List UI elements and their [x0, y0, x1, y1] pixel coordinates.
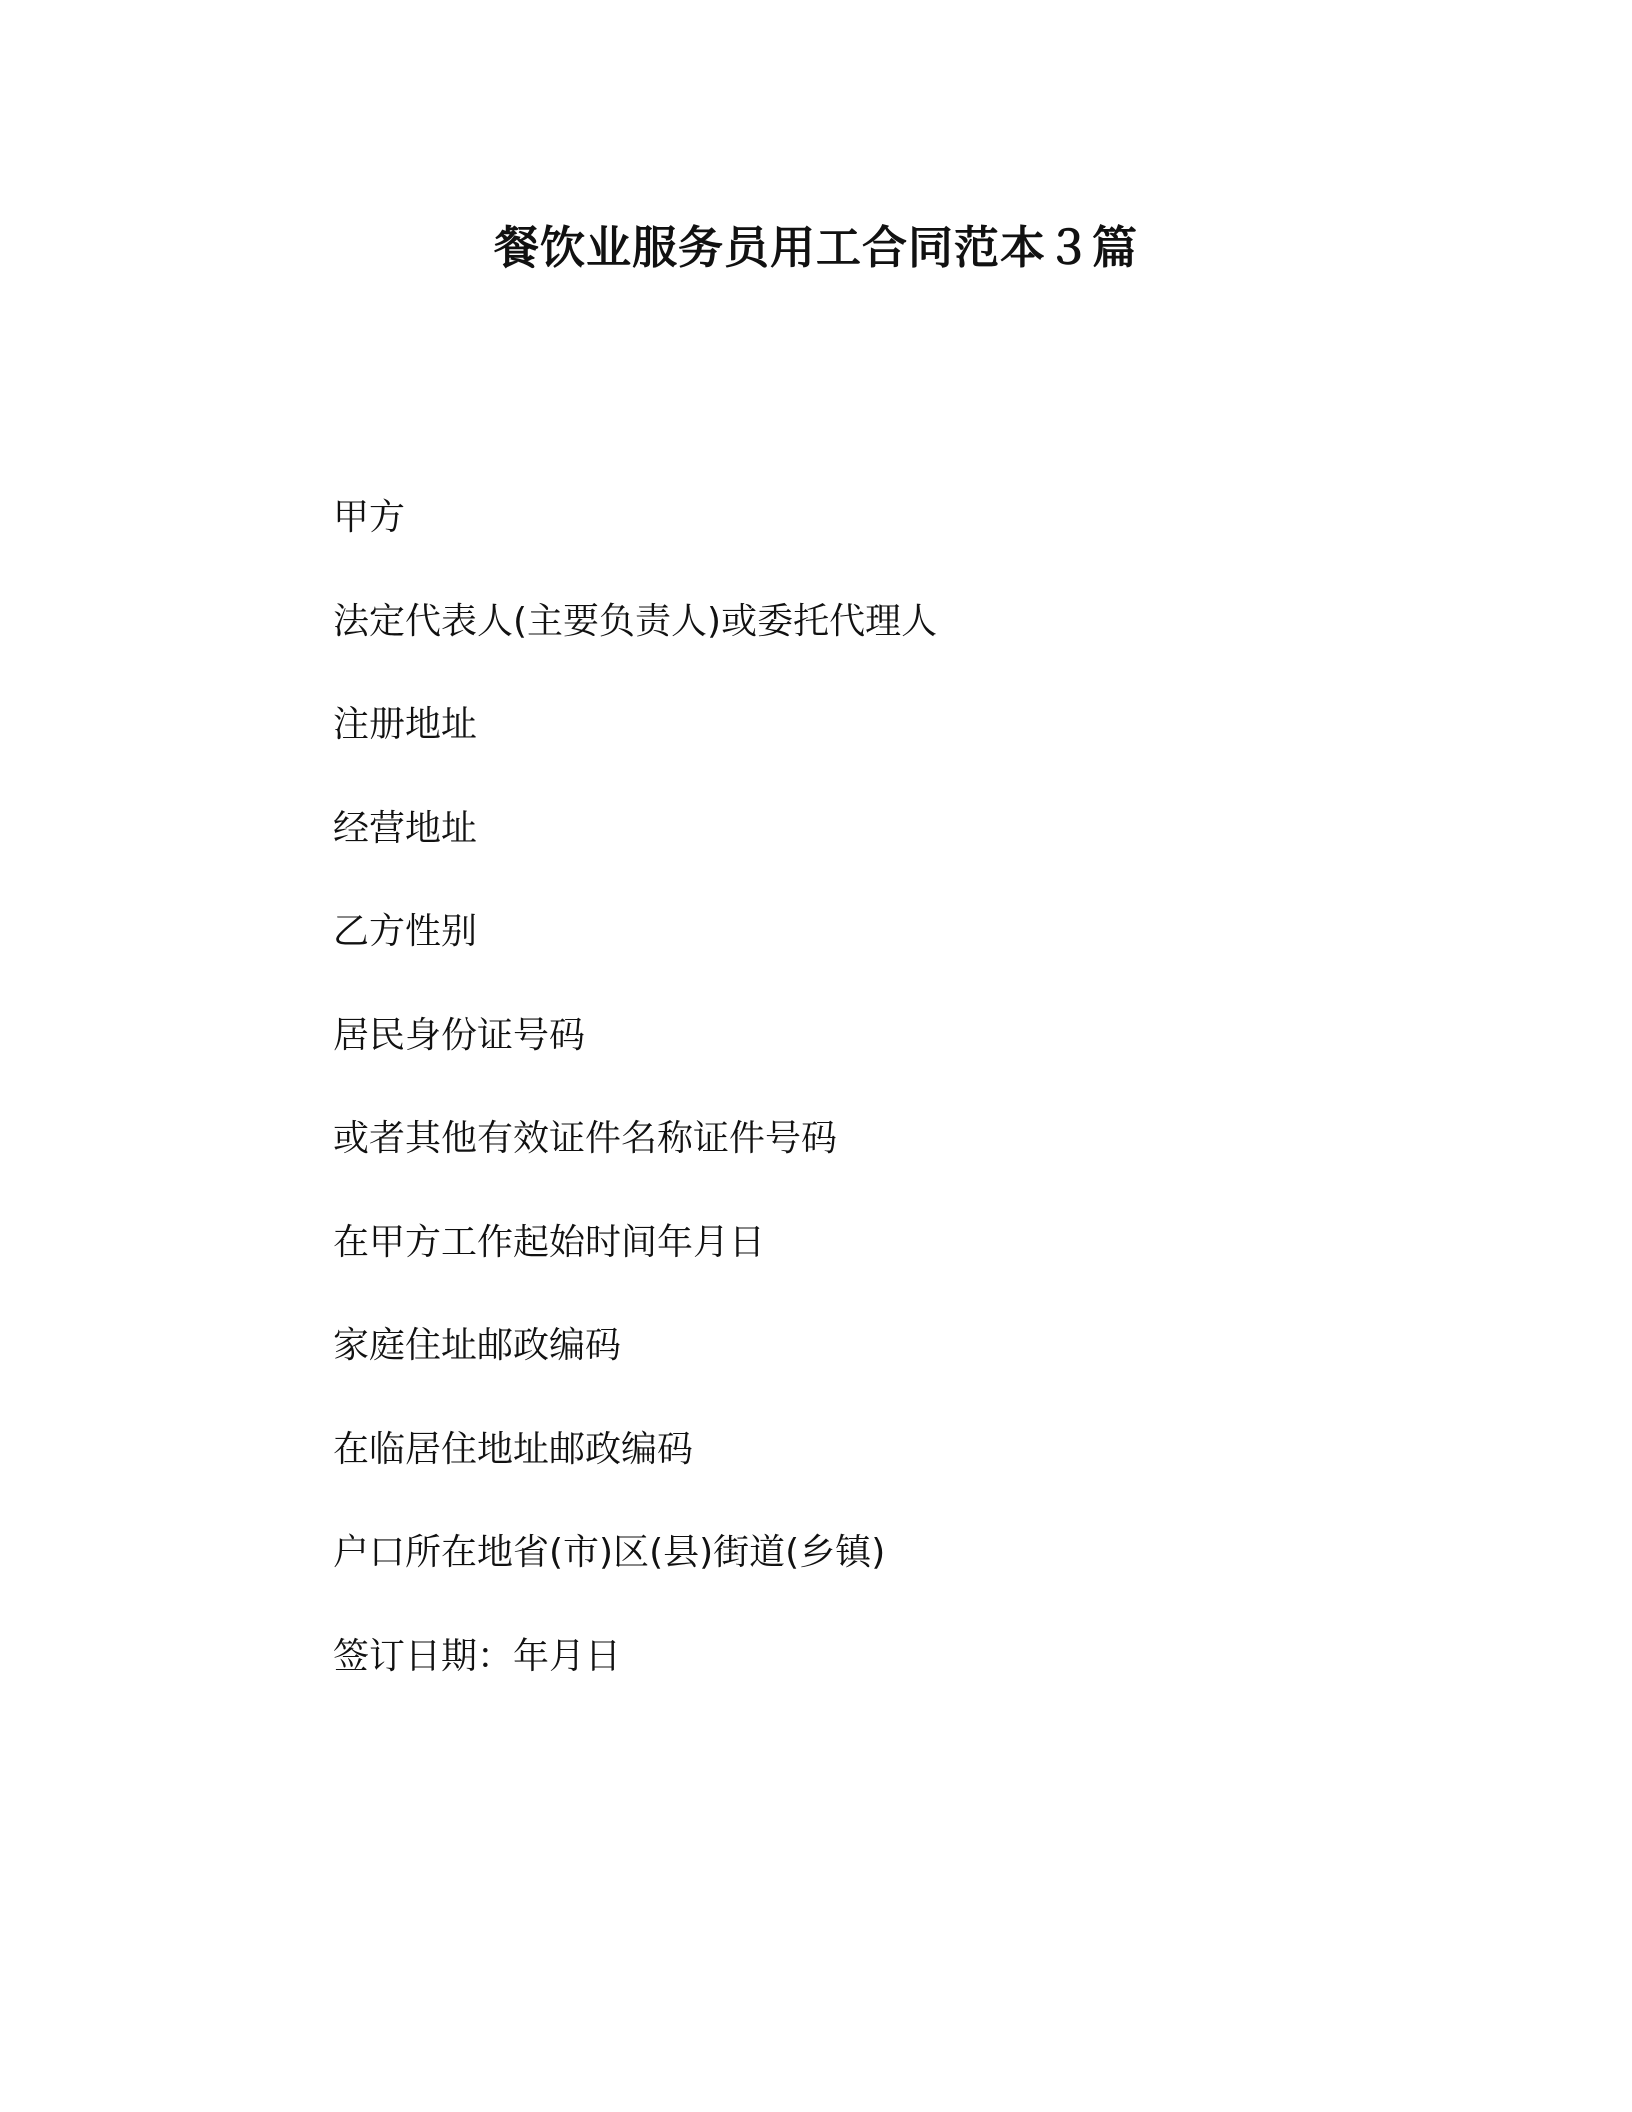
field-party-a: 甲方 — [333, 497, 406, 538]
field-business-address: 经营地址 — [333, 807, 478, 849]
field-home-address: 家庭住址邮政编码 — [333, 1325, 622, 1366]
contract-field-list — [333, 492, 1533, 1734]
field-signing-date: 签订日期：年月日 — [333, 1635, 622, 1677]
field-start-date: 在甲方工作起始时间年月日 — [333, 1221, 766, 1263]
field-household-registration: 户口所在地省(市)区(县)街道(乡镇) — [333, 1532, 886, 1573]
field-temporary-address: 在临居住地址邮政编码 — [333, 1428, 694, 1470]
field-registered-address: 注册地址 — [333, 704, 478, 745]
field-id-number: 居民身份证号码 — [333, 1014, 586, 1056]
field-other-id: 或者其他有效证件名称证件号码 — [333, 1118, 838, 1159]
document-title: 餐饮业服务员用工合同范本３篇 — [493, 221, 1138, 274]
field-party-b-gender: 乙方性别 — [333, 911, 478, 952]
field-legal-representative: 法定代表人(主要负责人)或委托代理人 — [333, 600, 938, 642]
